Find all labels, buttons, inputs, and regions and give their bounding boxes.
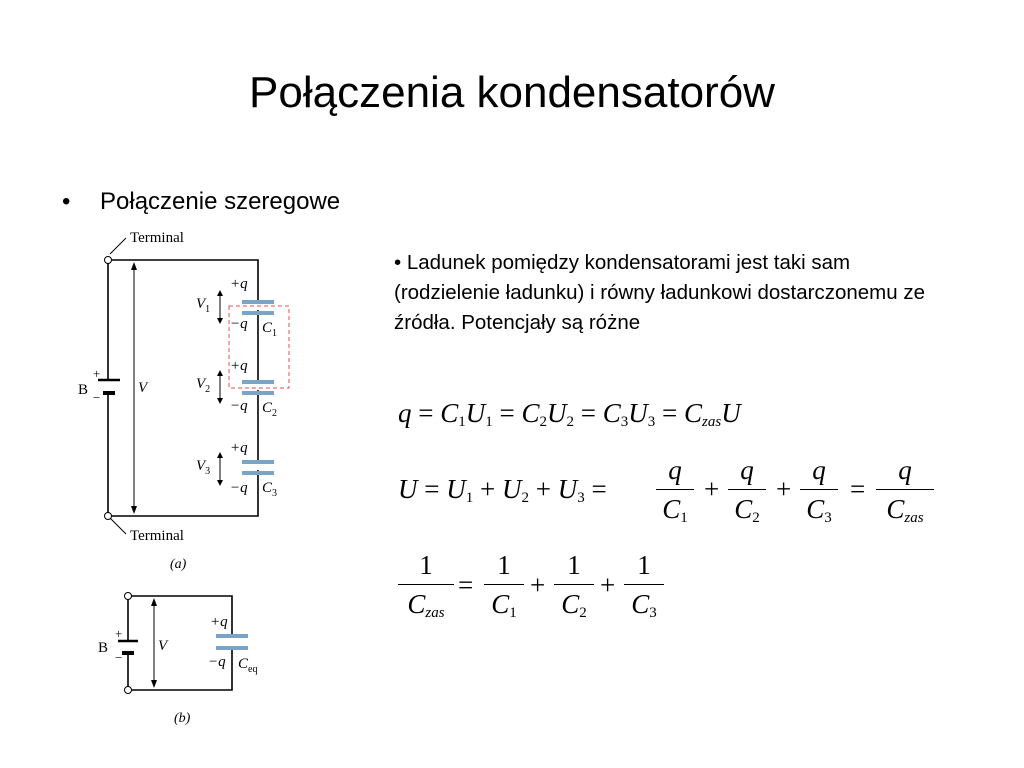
terminal-bottom-label: Terminal (130, 528, 184, 544)
fraction-q-over-c3: q $C_3$ (800, 455, 838, 527)
terminal-top-label: Terminal (130, 230, 184, 246)
battery-label: B (78, 382, 89, 398)
figure-a-caption: (a) (170, 557, 187, 572)
charge-label: +q (210, 614, 228, 630)
plus-sign: + (600, 570, 616, 600)
figure-b-caption: (b) (174, 711, 191, 726)
terminal-node (125, 593, 132, 600)
charge-label: +q (230, 358, 248, 374)
fraction-one-over-c3: 1 $C_3$ (624, 550, 664, 622)
equation-charge: $q = C_1U_1 = C_2U_2 = C_3U_3 = C_{zas}U$ (398, 398, 741, 430)
voltage-label: $V_1$ (196, 296, 211, 315)
battery-icon (98, 380, 120, 393)
plus-sign: + (776, 474, 792, 504)
bullet-marker: • (62, 188, 71, 215)
battery-plus: + (93, 366, 101, 381)
fraction-one-over-c1: 1 $C_1$ (484, 550, 524, 622)
terminal-bottom-node (105, 513, 112, 520)
plus-sign: + (704, 474, 720, 504)
charge-label: −q (230, 316, 248, 332)
fraction-one-over-czas: 1 $C_{zas}$ (398, 550, 454, 622)
capacitor-c1-icon (242, 300, 274, 315)
capacitor-label: $C_3$ (262, 480, 278, 499)
charge-label: +q (230, 440, 248, 456)
battery-label: B (98, 640, 109, 656)
voltage-label: V (138, 380, 148, 396)
terminal-top-node (105, 257, 112, 264)
voltage-label: $V_2$ (196, 376, 211, 395)
series-circuit-figure-a (78, 222, 322, 578)
capacitor-eq-icon (216, 634, 248, 650)
capacitor-c3-icon (242, 460, 274, 475)
slide-title: Połączenia kondensatorów (249, 68, 775, 117)
battery-minus: − (115, 650, 123, 665)
voltage-label: $V_3$ (196, 458, 211, 477)
fraction-q-over-czas: q $C_{zas}$ (876, 455, 934, 527)
charge-label: −q (230, 398, 248, 414)
voltage-label: V (158, 638, 168, 654)
charge-label: −q (230, 480, 248, 496)
charge-label: +q (230, 276, 248, 292)
fraction-q-over-c2: q $C_2$ (728, 455, 766, 527)
plus-sign: + (530, 570, 546, 600)
bullet-item (62, 188, 340, 216)
bullet-text: Połączenie szeregowe (100, 188, 341, 215)
equals-sign: = (458, 570, 474, 600)
fraction-q-over-c1: q $C_1$ (656, 455, 694, 527)
equals-sign: = (850, 474, 866, 504)
battery-minus: − (93, 390, 101, 405)
fraction-one-over-c2: 1 $C_2$ (554, 550, 594, 622)
capacitor-label: $C_2$ (262, 400, 278, 419)
charge-note: • Ladunek pomiędzy kondensatorami jest taki sam (rodzielenie ładunku) i równy ładunkowi dostarczonemu ze źródła. Potencjały są różne (394, 251, 925, 334)
equivalent-circuit-figure-b (98, 586, 298, 736)
equation-voltage-sum: $U = U_1 + U_2 + U_3$ = (398, 474, 607, 506)
capacitor-label: $C_{eq}$ (238, 656, 258, 675)
terminal-node (125, 687, 132, 694)
charge-label: −q (208, 654, 226, 670)
battery-plus: + (115, 626, 123, 641)
capacitor-label: $C_1$ (262, 320, 278, 339)
